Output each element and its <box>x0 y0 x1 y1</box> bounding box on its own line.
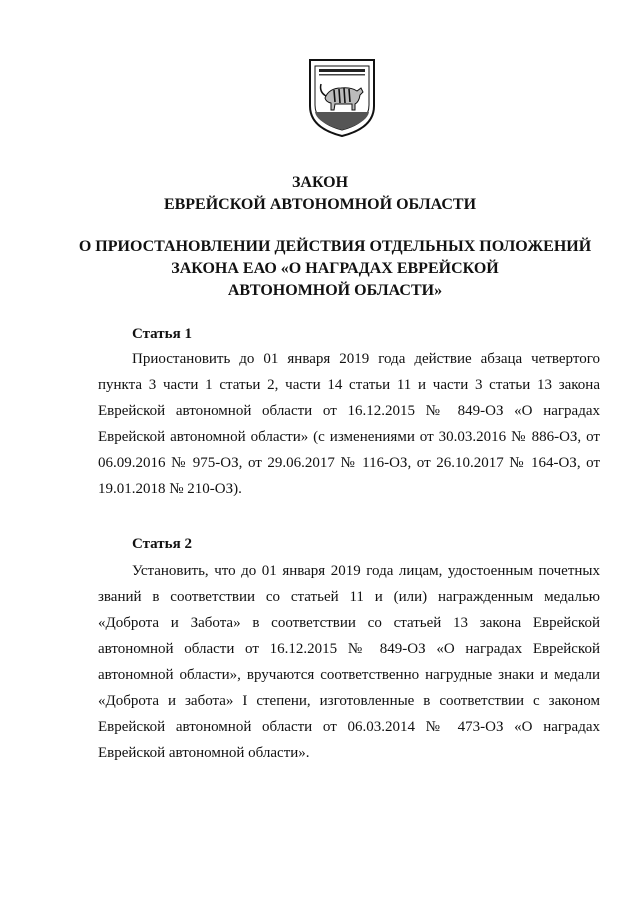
coat-of-arms-tiger-icon <box>307 58 377 138</box>
law-title <box>0 172 640 216</box>
article-1-heading: Статья 1 <box>132 326 192 342</box>
law-subtitle-line-3: АВТОНОМНОЙ ОБЛАСТИ» <box>227 282 443 299</box>
article-2-heading: Статья 2 <box>132 536 192 552</box>
article-2-text: Установить, что до 01 января 2019 года лицам, удостоенным почетных званий в соответствии со статьей 11 и (или) награжденным медалью «Доброта и Забота» в соответствии со статьей 13 закона Еврейской автономной области от 16.12.2015 № 849-ОЗ «О наградах Еврейской автономной области», вручаются соответственно нагрудные знаки и медали «Доброта и забота» I степени, изготовленные в соответствии с законом Еврейской автономной области от 06.03.2014 № 473-ОЗ «О наградах Еврейской автономной области». <box>98 563 600 761</box>
law-subtitle-line-2: ЗАКОНА ЕАО «О НАГРАДАХ ЕВРЕЙСКОЙ <box>171 260 499 277</box>
article-1-text: Приостановить до 01 января 2019 года действие абзаца четвертого пункта 3 части 1 статьи 2, части 14 статьи 11 и части 3 статьи 13 закона Еврейской автономной области от 16.12.2015 № 849-ОЗ «О наградах Еврейской автономной области» (с изменениями от 30.03.2016 № 886-ОЗ, от 06.09.2016 № 975-ОЗ, от 29.06.2017 № 116-ОЗ, от 26.10.2017 № 164-ОЗ, от 19.01.2018 № 210-ОЗ). <box>98 351 600 497</box>
law-title-line-1: ЗАКОН <box>291 174 349 191</box>
law-subtitle-line-1: О ПРИОСТАНОВЛЕНИИ ДЕЙСТВИЯ ОТДЕЛЬНЫХ ПОЛОЖЕНИЙ <box>78 238 592 255</box>
law-subtitle <box>30 236 640 302</box>
law-title-line-2: ЕВРЕЙСКОЙ АВТОНОМНОЙ ОБЛАСТИ <box>163 196 477 213</box>
